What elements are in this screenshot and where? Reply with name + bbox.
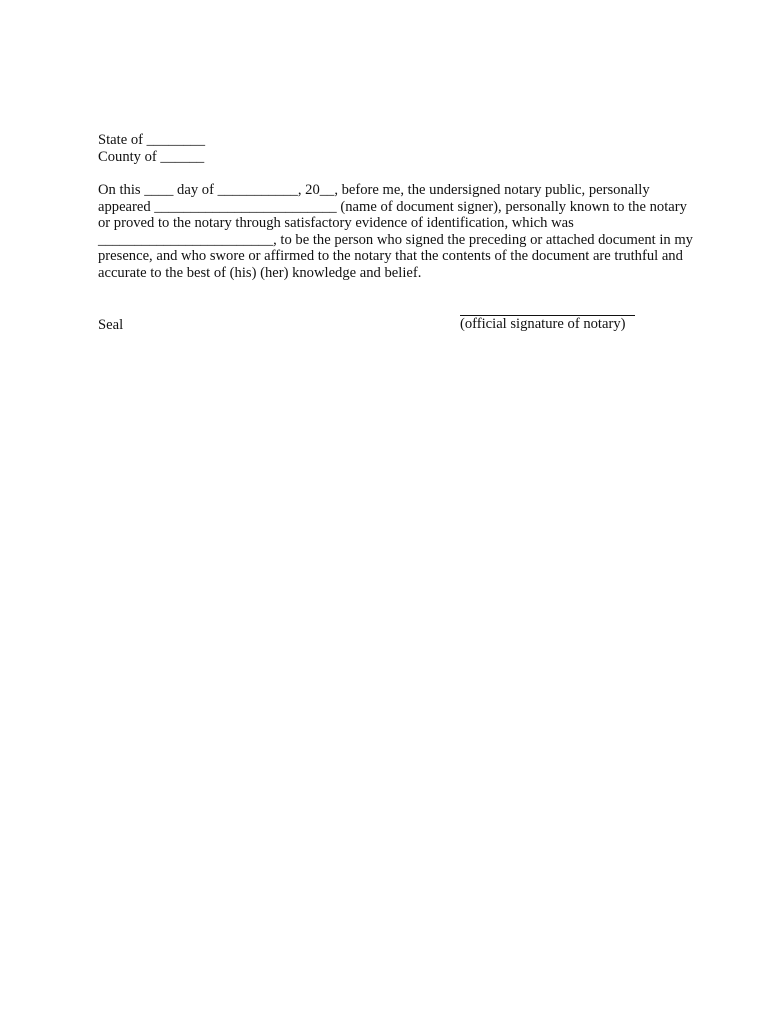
paragraph-line: appeared _________________________ (name of document signer), personally known to the notary <box>98 199 687 215</box>
seal-label: Seal <box>98 317 124 333</box>
state-line: State of ________ <box>98 132 206 148</box>
county-line: County of ______ <box>98 149 205 165</box>
paragraph-line: On this ____ day of ___________, 20__, before me, the undersigned notary public, personally <box>98 182 650 198</box>
paragraph-line: accurate to the best of (his) (her) knowledge and belief. <box>98 265 422 281</box>
paragraph-line: or proved to the notary through satisfactory evidence of identification, which was <box>98 215 574 231</box>
paragraph-line: ________________________, to be the person who signed the preceding or attached document in my <box>98 232 693 248</box>
paragraph-line: presence, and who swore or affirmed to the notary that the contents of the document are truthful and <box>98 248 683 264</box>
signature-caption: (official signature of notary) <box>460 316 626 332</box>
